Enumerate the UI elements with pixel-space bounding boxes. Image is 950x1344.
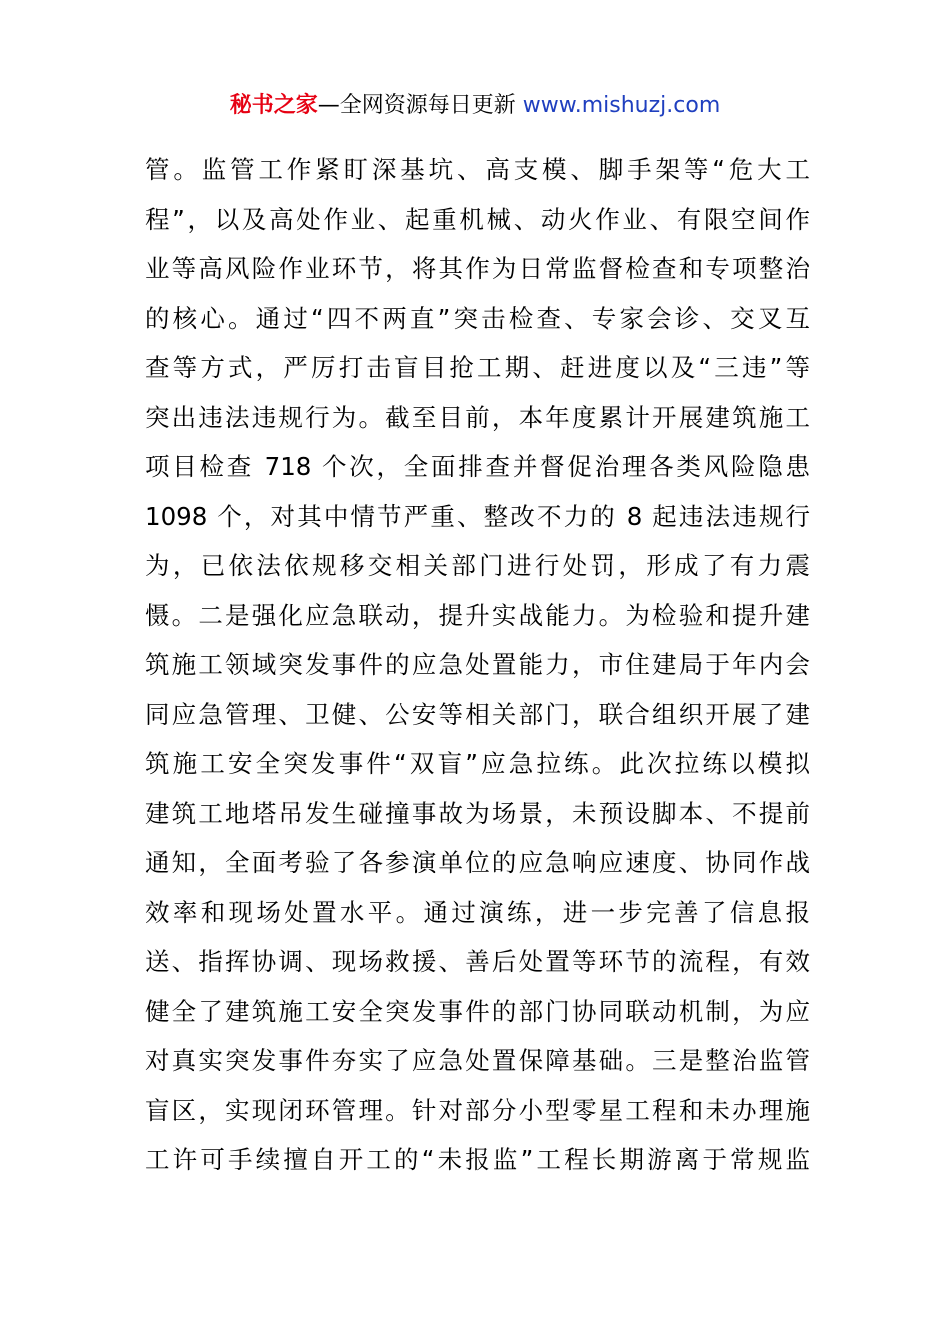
paragraph-line: 效率和现场处置水平。通过演练，进一步完善了信息报 [145,897,810,927]
paragraph-line: 程”，以及高处作业、起重机械、动火作业、有限空间作 [145,204,810,234]
document-body [145,145,810,1185]
site-header [0,90,950,122]
paragraph-line: 送、指挥协调、现场救援、善后处置等环节的流程，有效 [145,947,810,976]
paragraph-line: 管。监管工作紧盯深基坑、高支模、脚手架等“危大工 [145,155,810,184]
paragraph-line: 同应急管理、卫健、公安等相关部门，联合组织开展了建 [145,699,810,729]
paragraph-line: 筑施工领域突发事件的应急处置能力，市住建局于年内会 [145,650,810,679]
paragraph-line: 工许可手续擅自开工的“未报监”工程长期游离于常规监 [145,1145,810,1174]
paragraph-line: 慑。二是强化应急联动，提升实战能力。为检验和提升建 [145,600,810,630]
paragraph-line: 为，已依法依规移交相关部门进行处罚，形成了有力震 [145,551,810,580]
paragraph-line: 突出违法违规行为。截至目前，本年度累计开展建筑施工 [145,402,810,432]
paragraph-line: 的核心。通过“四不两直”突击检查、专家会诊、交叉互 [145,303,810,333]
paragraph-line: 健全了建筑施工安全突发事件的部门协同联动机制，为应 [145,996,810,1026]
paragraph-line: 1098 个，对其中情节严重、整改不力的 8 起违法违规行 [145,501,810,531]
paragraph-line: 盲区，实现闭环管理。针对部分小型零星工程和未办理施 [145,1095,810,1125]
paragraph-line: 业等高风险作业环节，将其作为日常监督检查和专项整治 [145,254,810,283]
paragraph-line: 筑施工安全突发事件“双盲”应急拉练。此次拉练以模拟 [145,749,810,778]
site-url-link[interactable]: www.mishuzj.com [522,93,721,118]
site-brand: 秘书之家 [229,93,318,118]
paragraph-line: 建筑工地塔吊发生碰撞事故为场景，未预设脚本、不提前 [145,798,810,828]
paragraph-line: 查等方式，严厉打击盲目抢工期、赶进度以及“三违”等 [145,353,810,382]
paragraph-line: 对真实突发事件夯实了应急处置保障基础。三是整治监管 [145,1046,810,1075]
paragraph-line: 项目检查 718 个次，全面排查并督促治理各类风险隐患 [145,452,810,481]
paragraph-line: 通知，全面考验了各参演单位的应急响应速度、协同作战 [145,848,810,877]
site-tagline: —全网资源每日更新 [317,93,516,118]
